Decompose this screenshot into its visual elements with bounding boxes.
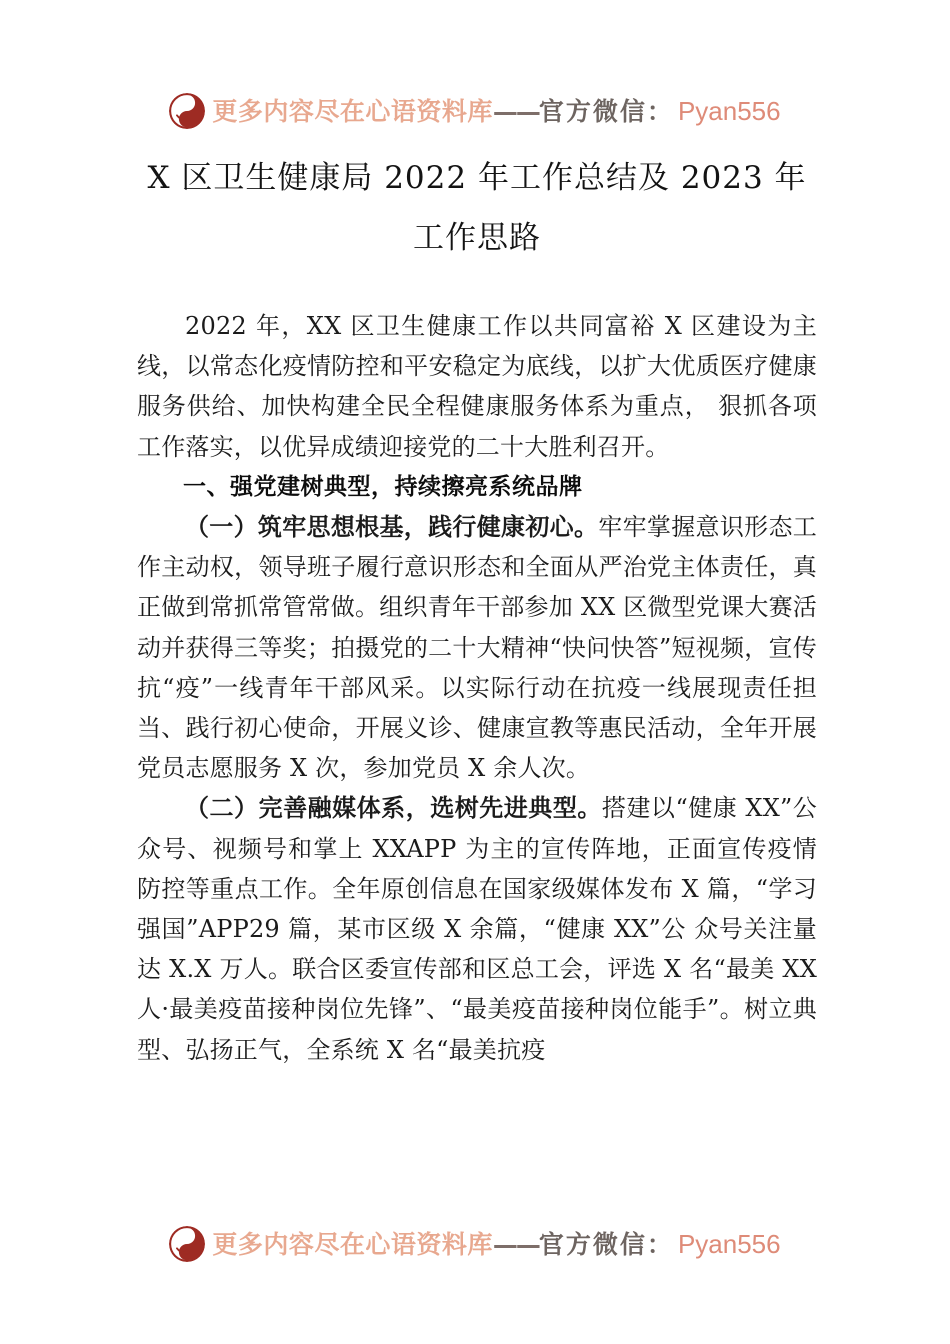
paragraph-item-2-body: 搭建以“健康 XX”公众号、视频号和掌上 XXAPP 为主的宣传阵地，正面宣传疫情防控等重点工作。全年原创信息在国家级媒体发布 X 篇，“学习强国”APP29 篇，某市区级 X 余篇，“健康 XX”公 众号关注量达 X.X 万人。联合区委宣传部和区总工会，评选 X 名“最美 XX 人·最美疫苗接种岗位先锋”、“最美疫苗接种岗位能手”。树立典型、弘扬正气，全系统 X 名“最美抗疫 bbox=[137, 794, 817, 1064]
xinyu-circular-logo-icon bbox=[169, 1226, 205, 1262]
watermark-text-primary: 更多内容尽在心语资料库 bbox=[212, 96, 493, 126]
watermark-text-primary: 更多内容尽在心语资料库 bbox=[212, 1229, 493, 1259]
paragraph-item-1 bbox=[137, 507, 817, 788]
watermark-bottom bbox=[0, 1226, 950, 1262]
page-title: X 区卫生健康局 2022 年工作总结及 2023 年工作思路 bbox=[147, 160, 807, 256]
watermark-text-secondary: 官方微信： bbox=[538, 96, 674, 126]
watermark-text-secondary: 官方微信： bbox=[538, 1229, 674, 1259]
watermark-top bbox=[0, 93, 950, 129]
document-text-region bbox=[137, 306, 817, 1070]
watermark-wechat-id: Pyan556 bbox=[677, 96, 781, 126]
document-body bbox=[137, 148, 817, 1070]
watermark-wechat-id: Pyan556 bbox=[677, 1229, 781, 1259]
section-heading-1: 一、强党建树典型，持续擦亮系统品牌 bbox=[183, 473, 583, 500]
watermark-dash: —— bbox=[492, 1229, 539, 1259]
paragraph-intro: 2022 年，XX 区卫生健康工作以共同富裕 X 区建设为主线，以常态化疫情防控和平安稳定为底线，以扩大优质医疗健康服务供给、加快构建全民全程健康服务体系为重点， 狠抓各项工作落实，以优异成绩迎接党的二十大胜利召开。 bbox=[137, 312, 817, 461]
xinyu-circular-logo-icon bbox=[169, 93, 205, 129]
paragraph-item-2-lead: （二）完善融媒体系，选树先进典型。 bbox=[185, 793, 602, 823]
paragraph-item-2 bbox=[137, 788, 817, 1069]
paragraph-item-1-body: 牢牢掌握意识形态工作主动权，领导班子履行意识形态和全面从严治党主体责任，真正做到常抓常管常做。组织青年干部参加 XX 区微型党课大赛活动并获得三等奖；拍摄党的二十大精神“快问快答”短视频，宣传抗“疫”一线青年干部风采。以实际行动在抗疫一线展现责任担当、践行初心使命，开展义诊、健康宣教等惠民活动，全年开展党员志愿服务 X 次，参加党员 X 余人次。 bbox=[137, 513, 817, 783]
watermark-dash: —— bbox=[492, 96, 539, 126]
paragraph-item-1-lead: （一）筑牢思想根基，践行健康初心。 bbox=[185, 512, 599, 542]
